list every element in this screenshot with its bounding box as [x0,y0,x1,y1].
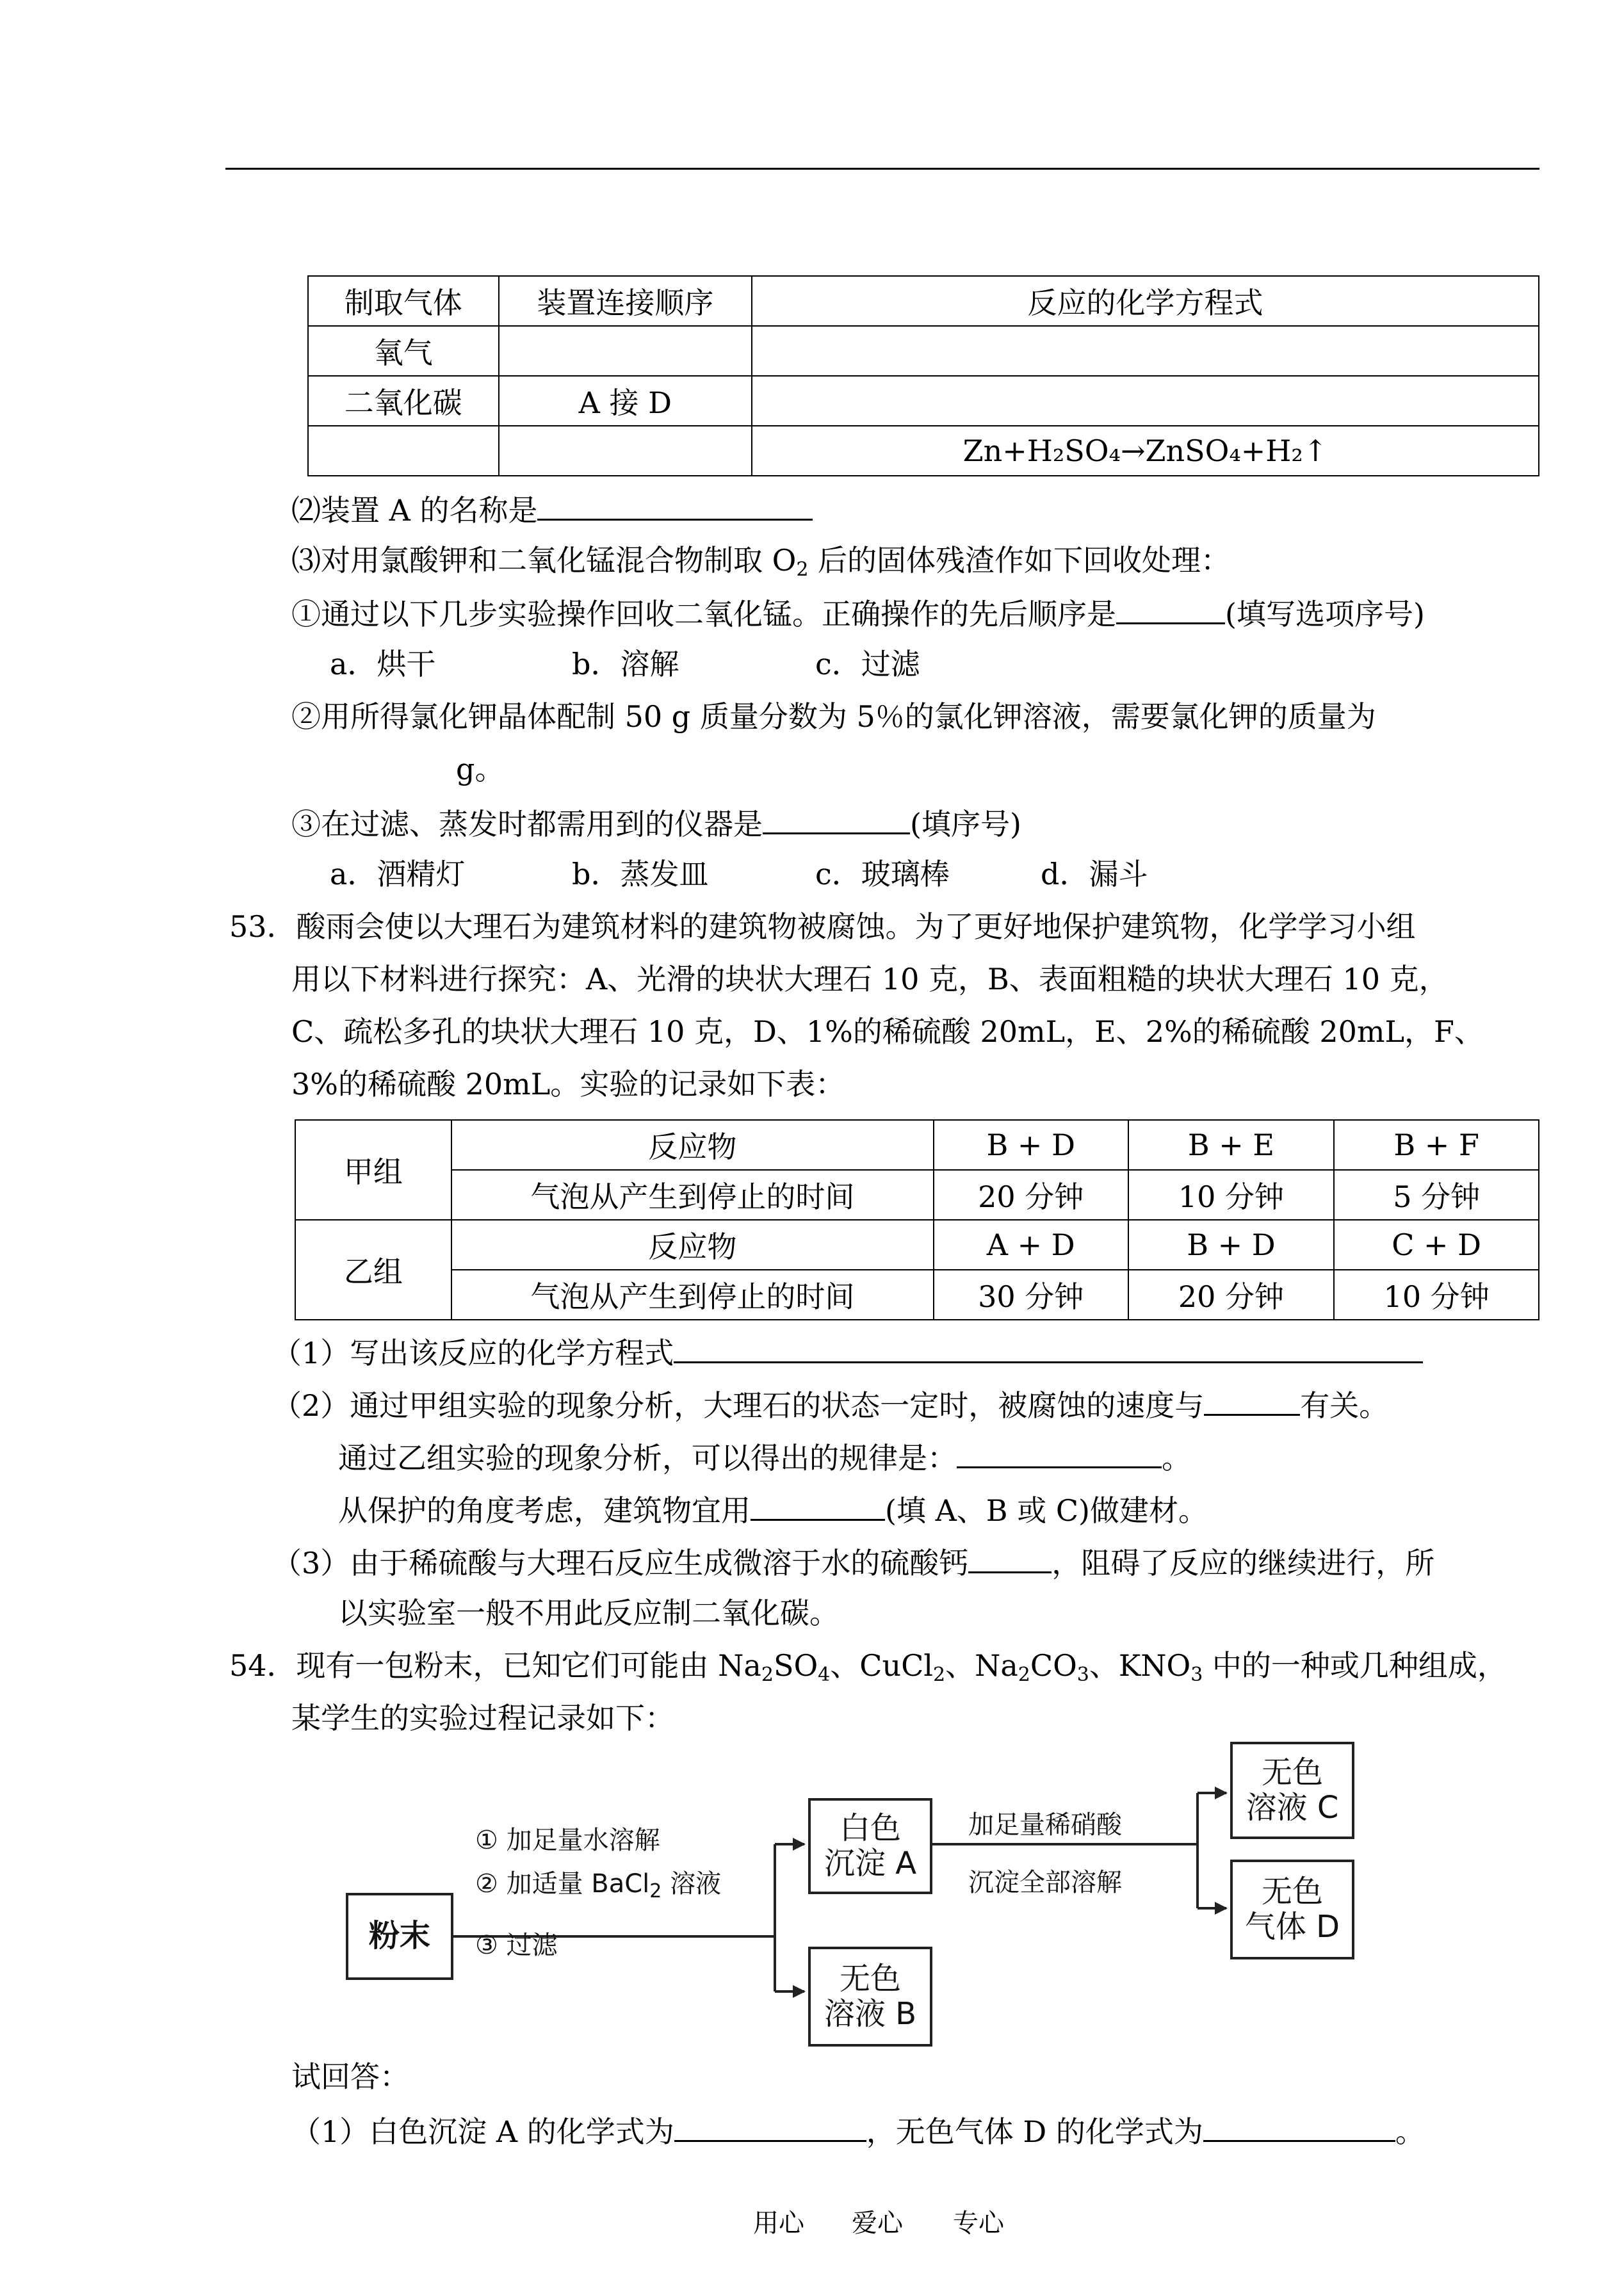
answer-blank[interactable] [674,2114,866,2142]
q53-sub3-cont: 以实验室一般不用此反应制二氧化碳。 [338,1596,839,1630]
step3-label: ③ 过滤 [475,1931,558,1960]
answer-prompt: 试回答： [291,2059,409,2094]
step1-label: ① 加足量水溶解 [475,1826,660,1855]
table-cell: 氧气 [308,326,499,376]
solution-b-box: 无色 溶液 B [808,1947,932,2047]
table-header: 反应的化学方程式 [752,276,1539,326]
group-label: 甲组 [295,1120,451,1220]
q53-line: 用以下材料进行探究：A、光滑的块状大理石 10 克，B、表面粗糙的块状大理石 10 克， [291,962,1449,996]
q54-sub1: （1）白色沉淀 A 的化学式为 ，无色气体 D 的化学式为 。 [291,2114,1425,2149]
table-cell: B + E [1128,1120,1335,1170]
q54-line1: 54．现有一包粉末，已知它们可能由 $Na_2SO_4$、CuCl$_2$、$Na_2CO_3$、$KNO_3$ 中的一种或几种组成， [229,1648,1507,1686]
q53-sub3: （3）由于稀硫酸与大理石反应生成微溶于水的硫酸钙 ，阻碍了反应的继续进行，所 [272,1546,1435,1580]
powder-box: 粉末 [346,1893,453,1980]
table-cell: 二氧化碳 [308,376,499,426]
q53-sub2-rule: 通过乙组实验的现象分析，可以得出的规律是： 。 [338,1441,1191,1475]
table-cell: 反应物 [451,1120,934,1170]
footer-text: 专心 [953,2209,1004,2238]
dissolve-label: 沉淀全部溶解 [968,1868,1122,1897]
step2-label: ② 加适量 BaCl$_2$ 溶液 [475,1869,722,1902]
table-cell: B + D [934,1120,1128,1170]
q53-sub1: （1）写出该反应的化学方程式 [272,1336,1423,1368]
q52-step2-unit: g。 [456,752,505,786]
table-cell: A + D [934,1220,1128,1270]
table-cell: 10 分钟 [1334,1270,1539,1320]
table-cell: 5 分钟 [1334,1170,1539,1220]
table-cell: B + F [1334,1120,1539,1170]
table-cell: B + D [1128,1220,1335,1270]
footer-text: 用心 [753,2209,804,2238]
q53-line: 3%的稀硫酸 20mL。实验的记录如下表： [291,1067,845,1101]
table-header: 装置连接顺序 [499,276,752,326]
group-label: 乙组 [295,1220,451,1320]
q53-line: 53．酸雨会使以大理石为建筑材料的建筑物被腐蚀。为了更好地保护建筑物，化学学习小组 [229,909,1416,944]
answer-blank[interactable] [1203,2114,1395,2142]
footer-text: 爱心 [852,2209,903,2238]
q53-line: C、疏松多孔的块状大理石 10 克，D、1%的稀硫酸 20mL，E、2%的稀硫酸 20mL，F、 [291,1014,1484,1049]
q52-part3: ⑶对用氯酸钾和二氧化锰混合物制取 $O_2$ 后的固体残渣作如下回收处理： [291,543,1231,581]
table-cell: 10 分钟 [1128,1170,1335,1220]
q53-sub2: （2）通过甲组实验的现象分析，大理石的状态一定时，被腐蚀的速度与 有关。 [272,1388,1389,1423]
table-header: 制取气体 [308,276,499,326]
precipitate-a-box: 白色 沉淀 A [808,1798,932,1894]
gas-d-box: 无色 气体 D [1230,1860,1354,1959]
table-cell: A 接 D [499,376,752,426]
table-cell: C + D [1334,1220,1539,1270]
q52-step2: ②用所得氯化钾晶体配制 50 g 质量分数为 5％的氯化钾溶液，需要氯化钾的质量为 [291,699,1376,734]
table-cell: 反应物 [451,1220,934,1270]
table-cell: 气泡从产生到停止的时间 [451,1170,934,1220]
q53-sub2-material: 从保护的角度考虑，建筑物宜用 (填 A、B 或 C)做建材。 [338,1493,1208,1528]
q54-line2: 某学生的实验过程记录如下： [291,1701,674,1735]
acid-label: 加足量稀硝酸 [968,1810,1122,1840]
solution-c-box: 无色 溶液 C [1230,1742,1354,1839]
q52-part2: ⑵装置 A 的名称是 [291,493,813,525]
q52-step3: ③在过滤、蒸发时都需用到的仪器是 (填序号) [291,807,1021,841]
table-cell: 20 分钟 [934,1170,1128,1220]
table-cell: 20 分钟 [1128,1270,1335,1320]
table-cell: Zn+H₂SO₄→ZnSO₄+H₂↑ [752,426,1539,476]
table-cell: 30 分钟 [934,1270,1128,1320]
table-cell: 气泡从产生到停止的时间 [451,1270,934,1320]
q52-step1: ①通过以下几步实验操作回收二氧化锰。正确操作的先后顺序是 (填写选项序号) [291,597,1425,631]
